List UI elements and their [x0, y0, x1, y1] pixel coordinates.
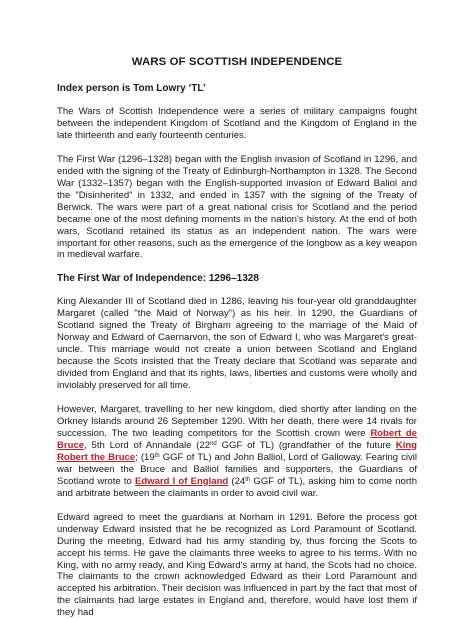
link-robert-de-bruce[interactable]: Robert de Bruce: [57, 427, 417, 451]
overview-paragraph: The First War (1296–1328) began with the English invasion of Scotland in 1296, and ended with the signing of the Treaty of Edinburgh-Northampton in 1328. The Second War (1332–1357) began with the English-supported invasion of Edward Baliol and the "Disinherited" in 1332, and ended in 1357 with the signing of the Treaty of Berwick. The wars were part of a great national crisis for Scotland and the period became one of the most defining moments in the nation's history. At the end of both wars, Scotland retained its status as an independent nation. The wars were important for other reasons, such as the emergence of the longbow as a key weapon in medieval warfare.: [57, 153, 417, 261]
link-edward-i-of-england[interactable]: Edward I of England: [134, 475, 229, 487]
alexander-paragraph: King Alexander III of Scotland died in 1286, leaving his four-year old granddaughter Margaret (called "the Maid of Norway") as his heir. In 1290, the Guardians of Scotland signed the Treaty of Birgham agreeing to the marriage of the Maid of Norway and Edward of Caernarvon, the son of Edward I, who was Margaret's great-uncle. This marriage would not create a union between Scotland and England because the Scots insisted that the Treaty declare that Scotland was separate and divided from England and that its rights, laws, liberties and customs were wholly and inviolably preserved for all time.: [57, 296, 417, 392]
intro-paragraph: The Wars of Scottish Independence were a series of military campaigns fought between the independent Kingdom of Scotland and the Kingdom of England in the late thirteenth and early fourteenth centuries.: [57, 106, 417, 141]
norham-paragraph: Edward agreed to meet the guardians at Norham in 1291. Before the process got underway Edward insisted that he be recognized as Lord Paramount of Scotland. During the meeting, Edward had his army standing by, thus forcing the Scots to accept his terms. He gave the claimants three weeks to agree to his terms. With no King, with no army ready, and King Edward's army at hand, the Scots had no choice. The claimants to the crown acknowledged Edward as their Lord Paramount and accepted his arbitration. Their decision was influenced in part by the fact that most of the claimants had large estates in England and, therefore, would have lost them if they had: [57, 511, 417, 619]
margaret-paragraph: However, Margaret, travelling to her new kingdom, died shortly after landing on the Orkney Islands around 26 September 1290. With her death, there were 14 rivals for succession. The two leading competitors for the Scottish crown were Robert de Bruce, 5th Lord of Annandale (22nd GGF of TL) (grandfather of the future King Robert the Bruce; (19th GGF of TL) and John Balliol, Lord of Galloway. Fearing civil war between the Bruce and Balliol families and supporters, the Guardians of Scotland wrote to Edward I of England (24th GGF of TL), asking him to come north and arbitrate between the claimants in order to avoid civil war.: [57, 404, 418, 499]
document-title: WARS OF SCOTTISH INDEPENDENCE: [131, 56, 343, 68]
first-war-heading: The First War of Independence: 1296–1328: [57, 273, 259, 285]
index-person-heading: Index person is Tom Lowry ‘TL’: [57, 83, 206, 94]
link-king-robert-the-bruce[interactable]: King Robert the Bruce: [57, 439, 418, 463]
